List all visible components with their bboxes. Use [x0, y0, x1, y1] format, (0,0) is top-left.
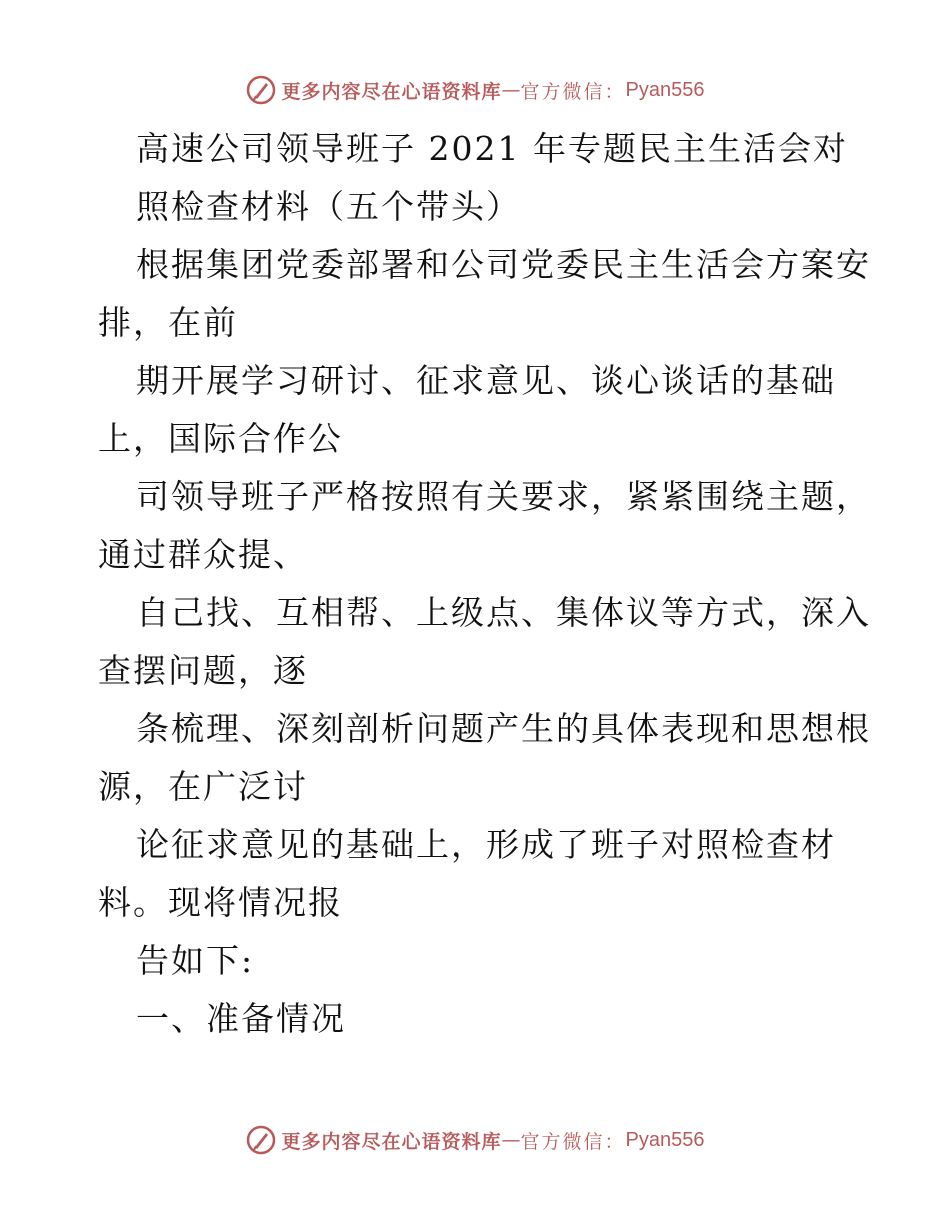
paragraph-line: 料。现将情况报: [98, 883, 343, 922]
header-banner: [0, 70, 950, 110]
paragraph-line: 根据集团党委部署和公司党委民主生活会方案安: [136, 245, 871, 284]
paragraph-line: 自己找、互相帮、上级点、集体议等方式，深入: [136, 593, 871, 632]
footer-banner: [0, 1120, 950, 1160]
paragraph-line: 期开展学习研讨、征求意见、谈心谈话的基础: [136, 361, 836, 400]
banner-text: 更多内容尽在心语资料库: [281, 80, 502, 103]
banner-wechat-label: 官方微信：: [520, 1130, 626, 1153]
banner-text: 更多内容尽在心语资料库: [281, 1130, 502, 1153]
title-line-1: 高速公司领导班子 2021 年专题民主生活会对: [136, 129, 848, 168]
quill-logo-icon: [246, 1125, 276, 1155]
paragraph-line: 排，在前: [98, 303, 238, 342]
quill-logo-icon: [246, 75, 276, 105]
banner-dash: —: [501, 1129, 521, 1151]
paragraph-line: 源，在广泛讨: [98, 767, 308, 806]
paragraph-line: 通过群众提、: [98, 535, 308, 574]
paragraph-line: 条梳理、深刻剖析问题产生的具体表现和思想根: [136, 709, 871, 748]
banner-wechat-id: Pyan556: [625, 78, 705, 101]
document-body: [98, 120, 871, 1048]
banner-dash: —: [501, 79, 521, 101]
paragraph-line: 论征求意见的基础上，形成了班子对照检查材: [136, 825, 836, 864]
section-heading: 一、准备情况: [136, 999, 346, 1038]
paragraph-line: 告如下:: [136, 941, 255, 980]
paragraph-line: 司领导班子严格按照有关要求，紧紧围绕主题，: [136, 477, 871, 516]
paragraph-line: 上，国际合作公: [98, 419, 343, 458]
banner-wechat-id: Pyan556: [625, 1128, 705, 1151]
title-line-2: 照检查材料（五个带头）: [136, 187, 521, 226]
banner-wechat-label: 官方微信：: [520, 80, 626, 103]
paragraph-line: 查摆问题，逐: [98, 651, 308, 690]
